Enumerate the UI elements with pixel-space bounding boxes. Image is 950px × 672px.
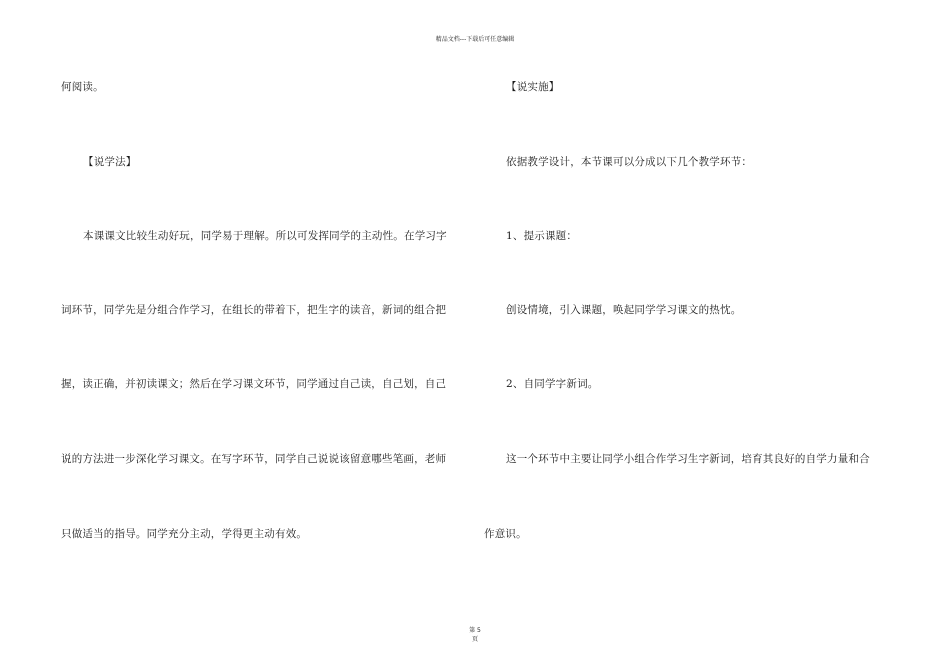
heading-implementation: 【说实施】: [506, 81, 560, 93]
right-line-5: 这一个环节中主要让同学小组合作学习生字新词，培育其良好的自学力量和合: [506, 453, 870, 465]
right-line-1: 依据教学设计，本节课可以分成以下几个教学环节：: [506, 156, 753, 168]
heading-study-method: 【说学法】: [83, 156, 137, 168]
page-number-line-1: 第 5: [469, 627, 481, 634]
right-line-3: 创设情境，引入课题，唤起同学学习课文的热忱。: [506, 304, 742, 316]
left-line-6: 只做适当的指导。同学充分主动，学得更主动有效。: [61, 528, 308, 540]
page-number: [455, 626, 495, 644]
left-line-4: 握，读正确，并初读课文；然后在学习课文环节，同学通过自己读，自己划，自己: [61, 378, 447, 390]
right-line-6: 作意识。: [484, 528, 527, 540]
page-header: 精品文档---下载后可任意编辑: [435, 36, 515, 43]
left-line-3: 词环节，同学先是分组合作学习，在组长的带着下，把生字的读音，新词的组合把: [61, 304, 447, 316]
page-number-line-2: 页: [471, 636, 478, 643]
right-line-2: 1、提示课题：: [506, 230, 578, 242]
right-line-4: 2、自同学字新词。: [506, 378, 599, 390]
left-line-2: 本课课文比较生动好玩，同学易于理解。所以可发挥同学的主动性。在学习字: [83, 230, 447, 242]
left-line-5: 说的方法进一步深化学习课文。在写字环节，同学自己说说该留意哪些笔画，老师: [61, 453, 447, 465]
left-line-1: 何阅读。: [61, 81, 104, 93]
